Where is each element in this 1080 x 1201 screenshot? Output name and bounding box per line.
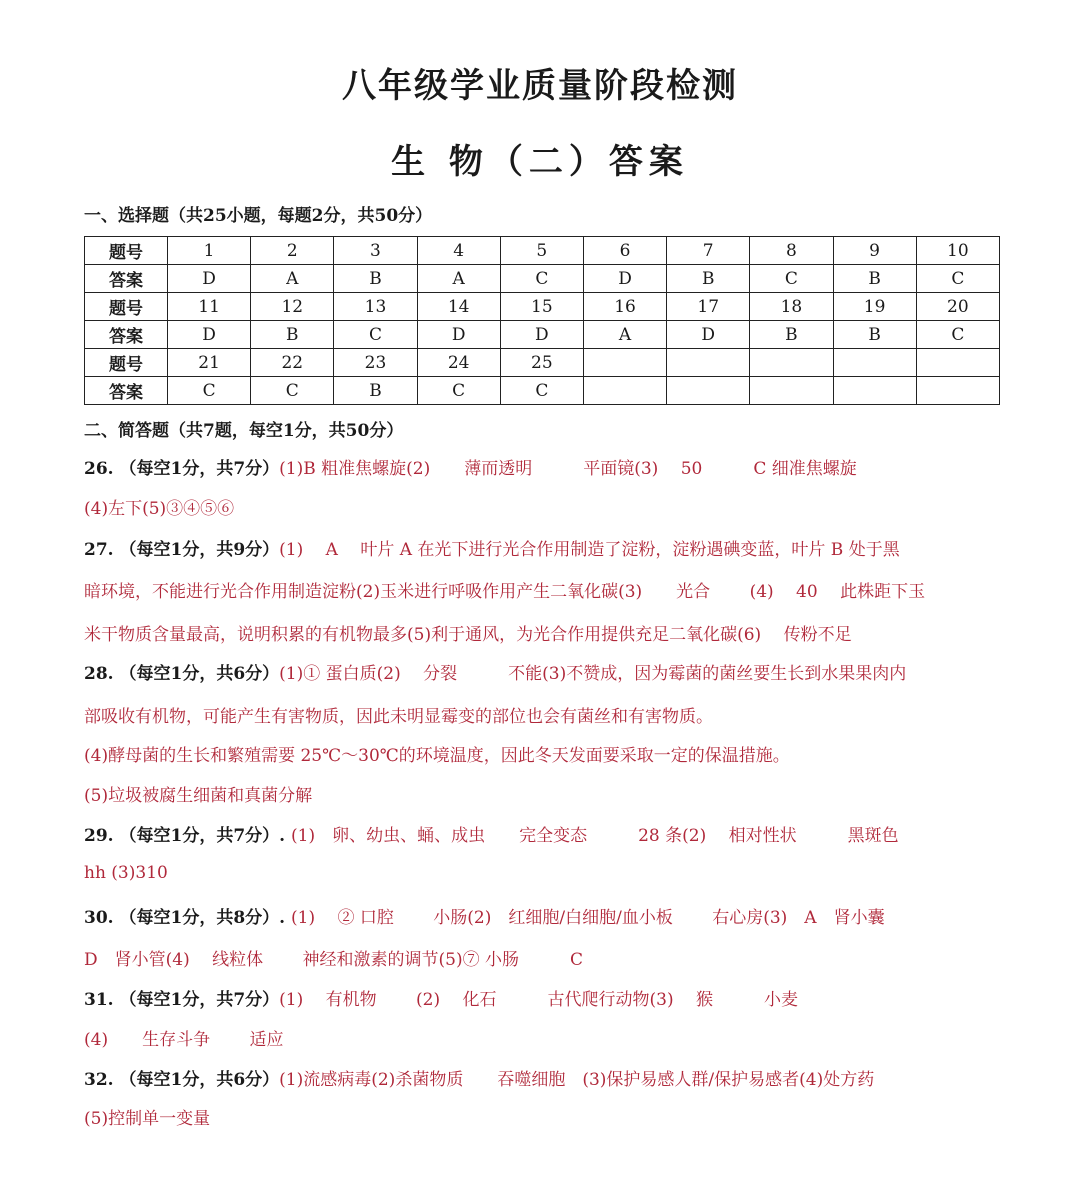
answer-text: (4)酵母菌的生长和繁殖需要 25℃～30℃的环境温度，因此冬天发面要采取一定的保温措施。 <box>84 746 790 766</box>
table-cell <box>750 349 833 377</box>
table-cell <box>583 377 666 405</box>
table-cell: 11 <box>168 293 251 321</box>
table-cell: B <box>667 265 750 293</box>
answer-line <box>84 945 583 970</box>
table-cell <box>750 377 833 405</box>
table-cell <box>667 349 750 377</box>
question-label: 32. （每空1分，共6分） <box>84 1070 280 1090</box>
table-cell: 18 <box>750 293 833 321</box>
row-label: 题号 <box>85 349 168 377</box>
table-cell: D <box>500 321 583 349</box>
table-cell: 21 <box>168 349 251 377</box>
table-row <box>85 349 1000 377</box>
question-label: 26. （每空1分，共7分） <box>84 459 280 479</box>
question-label: 28. （每空1分，共6分） <box>84 664 280 684</box>
answer-line <box>84 985 798 1010</box>
answer-text: (1)① 蛋白质(2) 分裂 不能(3)不赞成，因为霉菌的菌丝要生长到水果果肉内 <box>279 664 907 684</box>
answer-table <box>84 236 1000 405</box>
table-cell: 17 <box>667 293 750 321</box>
answer-text: (1)流感病毒(2)杀菌物质 吞噬细胞 (3)保护易感人群/保护易感者(4)处方药 <box>279 1070 875 1090</box>
answer-line <box>84 535 900 560</box>
table-cell: B <box>251 321 334 349</box>
table-cell: 16 <box>583 293 666 321</box>
table-cell: 15 <box>500 293 583 321</box>
table-cell: C <box>500 265 583 293</box>
table-cell <box>667 377 750 405</box>
answer-line <box>84 741 790 766</box>
answer-text: (5)垃圾被腐生细菌和真菌分解 <box>84 786 313 806</box>
answer-line <box>84 863 168 883</box>
table-cell: 23 <box>334 349 417 377</box>
page-subtitle: 生 物（二）答案 <box>391 142 689 182</box>
table-cell: A <box>417 265 500 293</box>
table-cell: B <box>833 321 916 349</box>
row-label: 答案 <box>85 265 168 293</box>
answer-text: (5)控制单一变量 <box>84 1109 211 1129</box>
table-cell: D <box>667 321 750 349</box>
table-cell <box>833 377 916 405</box>
table-cell: 19 <box>833 293 916 321</box>
table-cell: 2 <box>251 237 334 265</box>
table-cell: 20 <box>916 293 999 321</box>
answer-text: 部吸收有机物，可能产生有害物质，因此未明显霉变的部位也会有菌丝和有害物质。 <box>84 707 713 727</box>
table-cell <box>583 349 666 377</box>
answer-line <box>84 577 925 602</box>
question-label: 30. （每空1分，共8分）. <box>84 908 291 928</box>
table-cell: D <box>168 265 251 293</box>
table-cell: B <box>334 377 417 405</box>
table-cell: C <box>251 377 334 405</box>
table-cell: 4 <box>417 237 500 265</box>
table-row <box>85 321 1000 349</box>
table-cell: 13 <box>334 293 417 321</box>
answer-text: hh (3)310 <box>84 863 168 883</box>
question-label: 29. （每空1分，共7分）. <box>84 826 291 846</box>
page-title: 八年级学业质量阶段检测 <box>342 66 738 106</box>
answer-line <box>84 659 906 684</box>
table-cell: C <box>750 265 833 293</box>
question-label: 31. （每空1分，共7分） <box>84 990 280 1010</box>
table-cell: A <box>251 265 334 293</box>
table-cell: 6 <box>583 237 666 265</box>
section-heading-choice: 一、选择题（共25小题，每题2分，共50分） <box>84 206 433 226</box>
table-cell <box>833 349 916 377</box>
table-cell: 9 <box>833 237 916 265</box>
answer-text: (1) 有机物 (2) 化石 古代爬行动物(3) 猴 小麦 <box>279 990 799 1010</box>
table-cell: D <box>417 321 500 349</box>
answer-line <box>84 454 857 479</box>
row-label: 答案 <box>85 377 168 405</box>
answer-line <box>84 494 234 519</box>
question-label: 27. （每空1分，共9分） <box>84 540 280 560</box>
answer-text: D 肾小管(4) 线粒体 神经和激素的调节(5)⑦ 小肠 C <box>84 950 584 970</box>
table-cell: 25 <box>500 349 583 377</box>
table-cell: 8 <box>750 237 833 265</box>
row-label: 题号 <box>85 293 168 321</box>
table-cell: 10 <box>916 237 999 265</box>
table-row <box>85 377 1000 405</box>
table-cell: 24 <box>417 349 500 377</box>
table-cell: D <box>583 265 666 293</box>
table-cell: C <box>417 377 500 405</box>
table-cell: C <box>500 377 583 405</box>
table-cell: A <box>583 321 666 349</box>
table-row <box>85 265 1000 293</box>
table-cell: 22 <box>251 349 334 377</box>
answer-line <box>84 1025 283 1050</box>
answer-text: 米干物质含量最高，说明积累的有机物最多(5)利于通风，为光合作用提供充足二氧化碳(6) 传粉不足 <box>84 625 852 645</box>
table-cell: 1 <box>168 237 251 265</box>
answer-text: (1) ② 口腔 小肠(2) 红细胞/白细胞/血小板 右心房(3) A 肾小囊 <box>291 908 885 928</box>
table-cell: 14 <box>417 293 500 321</box>
answer-text: 暗环境，不能进行光合作用制造淀粉(2)玉米进行呼吸作用产生二氧化碳(3) 光合 (4) 40 此株距下玉 <box>84 582 926 602</box>
table-cell: D <box>168 321 251 349</box>
answer-line <box>84 821 899 846</box>
row-label: 答案 <box>85 321 168 349</box>
table-cell: C <box>916 265 999 293</box>
table-cell: 7 <box>667 237 750 265</box>
row-label: 题号 <box>85 237 168 265</box>
table-cell <box>916 377 999 405</box>
table-cell: C <box>168 377 251 405</box>
answer-line <box>84 1065 874 1090</box>
table-cell: 5 <box>500 237 583 265</box>
answer-line <box>84 702 713 727</box>
table-cell: B <box>334 265 417 293</box>
table-cell: C <box>334 321 417 349</box>
table-cell: 12 <box>251 293 334 321</box>
answer-line <box>84 1104 210 1129</box>
answer-line <box>84 620 852 645</box>
answer-text: (1) 卵、幼虫、蛹、成虫 完全变态 28 条(2) 相对性状 黑斑色 <box>291 826 899 846</box>
answer-text: (1)B 粗准焦螺旋(2) 薄而透明 平面镜(3) 50 C 细准焦螺旋 <box>279 459 857 479</box>
table-row <box>85 237 1000 265</box>
table-cell <box>916 349 999 377</box>
table-cell: C <box>916 321 999 349</box>
table-cell: B <box>833 265 916 293</box>
answer-line <box>84 781 312 806</box>
answer-text: (1) A 叶片 A 在光下进行光合作用制造了淀粉，淀粉遇碘变蓝，叶片 B 处于黑 <box>279 540 900 560</box>
table-row <box>85 293 1000 321</box>
table-cell: B <box>750 321 833 349</box>
answer-text: (4) 生存斗争 适应 <box>84 1030 284 1050</box>
answer-text: (4)左下(5)③④⑤⑥ <box>84 499 235 519</box>
answer-line <box>84 903 885 928</box>
table-cell: 3 <box>334 237 417 265</box>
section-heading-short-answer: 二、简答题（共7题，每空1分，共50分） <box>84 421 404 441</box>
